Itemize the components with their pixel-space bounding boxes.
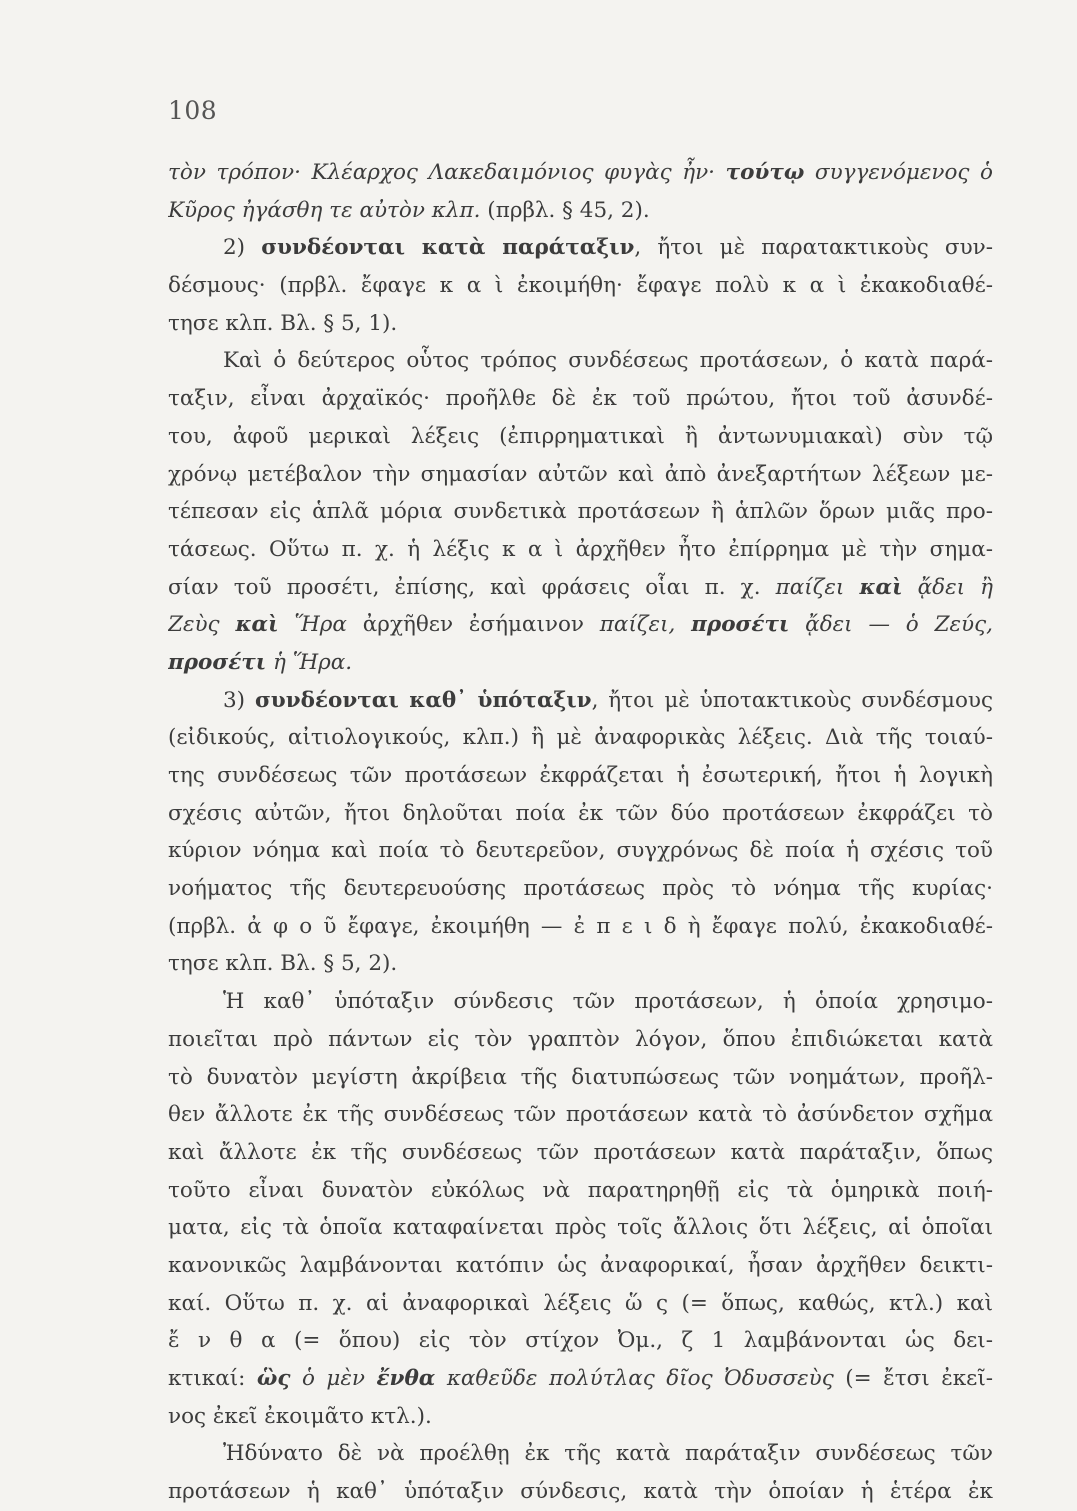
text-segment: προτάσεων ἡ καθ᾽ ὑπόταξιν σύνδεσις, κατὰ τὴν ὁποίαν ἡ ἑτέρα ἐκ (168, 1479, 993, 1505)
text-segment: του, ἀφοῦ μερικαὶ λέξεις (ἐπιρρηματικαὶ ἢ ἀντωνυμιακαὶ) σὺν τῷ (168, 423, 993, 449)
text-line (168, 757, 993, 795)
text-segment: προσέτι (168, 649, 267, 675)
text-segment: Ἡ καθ᾽ ὑπόταξιν σύνδεσις τῶν προτάσεων, ἡ ὁποία χρησιμο- (223, 989, 993, 1015)
text-segment: ᾄδει — ὁ Ζεύς, (789, 612, 993, 638)
text-segment: τοῦτο εἶναι δυνατὸν εὐκόλως νὰ παρατηρηθῇ εἰς τὰ ὁμηρικὰ ποιή- (168, 1177, 993, 1203)
text-line (168, 1322, 993, 1360)
text-line (168, 229, 993, 267)
text-segment: (εἰδικούς, αἰτιολογικούς, κλπ.) ἢ μὲ ἀναφορικὰς λέξεις. Διὰ τῆς τοιαύ- (168, 725, 993, 751)
text-line (168, 908, 993, 946)
text-line (168, 945, 993, 983)
text-line (168, 1021, 993, 1059)
text-segment: νος ἐκεῖ ἐκοιμᾶτο κτλ.). (168, 1403, 432, 1429)
text-segment: κτικαί: (168, 1366, 257, 1391)
text-segment: τάσεως. Οὕτω π. χ. ἡ λέξις κ α ὶ ἀρχῆθεν ἦτο ἐπίρρημα μὲ τὴν σημα- (168, 536, 993, 562)
text-segment: χρόνῳ μετέβαλον τὴν σημασίαν αὐτῶν καὶ ἀπὸ ἀνεξαρτήτων λέξεων με- (168, 461, 993, 487)
text-line (168, 1096, 993, 1134)
text-segment: τησε κλπ. Βλ. § 5, 1). (168, 310, 398, 336)
text-segment: θεν ἄλλοτε ἐκ τῆς συνδέσεως τῶν προτάσεων κατὰ τὸ ἀσύνδετον σχῆμα (168, 1102, 993, 1128)
text-segment: Ἠδύνατο δὲ νὰ προέλθῃ ἐκ τῆς κατὰ παράταξιν συνδέσεως τῶν (223, 1441, 993, 1467)
text-line (168, 342, 993, 380)
text-line (168, 493, 993, 531)
text-segment: 3) (223, 687, 255, 713)
text-line (168, 719, 993, 757)
text-segment: καὶ ἄλλοτε ἐκ τῆς συνδέσεως τῶν προτάσεων κατὰ παράταξιν, ὅπως (168, 1139, 993, 1165)
text-line (168, 1134, 993, 1172)
text-segment: ἔ ν θ α (= ὅπου) εἰς τὸν στίχον Ὀμ., ζ 1 λαμβάνονται ὡς δει- (168, 1328, 993, 1354)
text-segment: της συνδέσεως τῶν προτάσεων ἐκφράζεται ἡ ἐσωτερική, ἤτοι ἡ λογικὴ (168, 763, 993, 788)
text-segment: σχέσις αὐτῶν, ἤτοι δηλοῦται ποία ἐκ τῶν δύο προτάσεων ἐκφράζει τὸ (168, 800, 993, 826)
text-segment: τησε κλπ. Βλ. § 5, 2). (168, 951, 398, 977)
text-line (168, 1209, 993, 1247)
text-segment: ὣς (256, 1366, 291, 1391)
text-line (168, 1360, 993, 1398)
text-segment: κανονικῶς λαμβάνονται κατόπιν ὡς ἀναφορικαί, ἦσαν ἀρχῆθεν δεικτι- (168, 1252, 993, 1278)
text-segment: καὶ (235, 612, 279, 638)
text-segment: συνδέονται κατὰ παράταξιν (261, 235, 635, 261)
text-segment: ἀρχῆθεν ἐσήμαινον (346, 612, 600, 638)
text-line (168, 644, 993, 682)
text-line (168, 267, 993, 305)
text-line (168, 1398, 993, 1436)
text-segment: ποιεῖται πρὸ πάντων εἰς τὸν γραπτὸν λόγον, ὅπου ἐπιδιώκεται κατὰ (168, 1026, 993, 1052)
text-line (168, 1435, 993, 1473)
text-line (168, 870, 993, 908)
text-line (168, 983, 993, 1021)
text-segment: δέσμους· (πρβλ. ἔφαγε κ α ὶ ἐκοιμήθη· ἔφαγε πολὺ κ α ὶ ἐκακοδιαθέ- (168, 273, 993, 299)
text-segment: (πρβλ. § 45, 2). (480, 197, 650, 223)
text-segment: τὸ δυνατὸν μεγίστη ἀκρίβεια τῆς διατυπώσεως τῶν νοημάτων, προῆλ- (168, 1064, 993, 1090)
text-segment: παίζει, (599, 612, 692, 638)
text-line (168, 305, 993, 343)
text-segment: συγγενόμενος ὁ (804, 160, 993, 185)
text-segment: παίζει (775, 574, 860, 600)
text-segment: καί. Οὕτω π. χ. αἱ ἀναφορικαὶ λέξεις ὥ ς (= ὅπως, καθώς, κτλ.) καὶ (168, 1290, 993, 1316)
text-line (168, 1285, 993, 1323)
text-segment: νοήματος τῆς δευτερευούσης προτάσεως πρὸς τὸ νόημα τῆς κυρίας· (168, 876, 993, 902)
text-line (168, 795, 993, 833)
text-segment: Κῦρος ἠγάσθη τε αὐτὸν κλπ. (168, 197, 481, 223)
text-segment: ὁ μὲν (290, 1366, 377, 1391)
text-segment: ἡ Ἥρα. (266, 649, 353, 675)
text-segment: καθεῦδε πολύτλας δῖος Ὀδυσσεὺς (435, 1366, 834, 1391)
text-segment: κύριον νόημα καὶ ποία τὸ δευτερεῦον, συγχρόνως δὲ ποία ἡ σχέσις τοῦ (168, 838, 993, 864)
page-number: 108 (168, 96, 218, 125)
text-line (168, 606, 993, 644)
text-line (168, 154, 993, 192)
text-line (168, 1247, 993, 1285)
text-line (168, 192, 993, 230)
text-segment: ἔνθα (376, 1366, 436, 1391)
text-line (168, 682, 993, 720)
text-line (168, 1172, 993, 1210)
text-segment: προσέτι (691, 612, 790, 638)
text-segment: συνδέονται καθ᾽ ὑπόταξιν (254, 687, 592, 713)
text-segment: ᾄδει ἢ (902, 574, 993, 600)
text-segment: τέπεσαν εἰς ἁπλᾶ μόρια συνδετικὰ προτάσεων ἢ ἁπλῶν ὅρων μιᾶς προ- (168, 499, 993, 525)
text-line (168, 1059, 993, 1097)
text-segment: (= ἔτσι ἐκεῖ- (833, 1366, 993, 1391)
text-line (168, 569, 993, 607)
text-line (168, 1473, 993, 1511)
text-segment: σίαν τοῦ προσέτι, ἐπίσης, καὶ φράσεις οἷαι π. χ. (168, 574, 776, 600)
text-segment: καὶ (859, 574, 903, 600)
text-segment: Ἥρα (278, 612, 347, 638)
text-line (168, 832, 993, 870)
text-segment: τούτῳ (725, 160, 805, 185)
text-line (168, 531, 993, 569)
text-segment: ταξιν, εἶναι ἀρχαϊκός· προῆλθε δὲ ἐκ τοῦ πρώτου, ἤτοι τοῦ ἀσυνδέ- (168, 386, 993, 412)
body-text (168, 154, 993, 1511)
text-segment: τὸν τρόπον· Κλέαρχος Λακεδαιμόνιος φυγὰς ἦν· (168, 160, 726, 185)
text-segment: , ἤτοι μὲ ὑποτακτικοὺς συνδέσμους (591, 687, 993, 713)
text-line (168, 456, 993, 494)
text-segment: ματα, εἰς τὰ ὁποῖα καταφαίνεται πρὸς τοῖς ἄλλοις ὅτι λέξεις, αἱ ὁποῖαι (168, 1215, 993, 1241)
text-segment: 2) (223, 235, 262, 261)
text-segment: , ἤτοι μὲ παρατακτικοὺς συν- (634, 235, 993, 261)
text-line (168, 380, 993, 418)
text-segment: Ζεὺς (168, 612, 236, 638)
text-line (168, 418, 993, 456)
text-segment: Καὶ ὁ δεύτερος οὗτος τρόπος συνδέσεως προτάσεων, ὁ κατὰ παρά- (223, 348, 993, 374)
text-segment: (πρβλ. ἀ φ ο ῦ ἔφαγε, ἐκοιμήθη — ἐ π ε ι δ ὴ ἔφαγε πολύ, ἐκακοδιαθέ- (168, 913, 993, 939)
